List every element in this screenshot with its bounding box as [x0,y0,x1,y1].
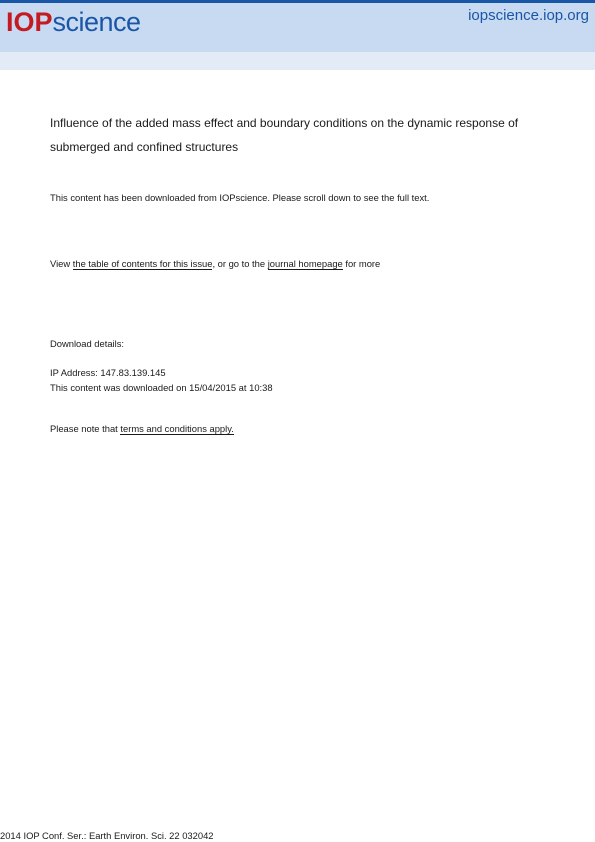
navigation-suffix: for more [342,258,381,269]
navigation-line [50,258,380,270]
journal-homepage-link[interactable]: journal homepage [267,258,343,269]
footer-citation: 2014 IOP Conf. Ser.: Earth Environ. Sci. 22 032042 [0,830,214,841]
download-details-heading: Download details: [50,338,125,349]
logo-science-text: science [52,7,141,37]
download-notice: This content has been downloaded from IOPscience. Please scroll down to see the full text. [50,192,430,203]
view-prefix: View [50,258,73,269]
table-of-contents-link[interactable]: the table of contents for this issue [72,258,213,269]
ip-address: IP Address: 147.83.139.145 [50,367,166,378]
terms-line [50,423,234,435]
terms-and-conditions-link[interactable]: terms and conditions apply. [120,423,234,434]
site-header [0,0,595,52]
navigation-middle-text: , or go to the [212,258,268,269]
site-url-link[interactable]: iopscience.iop.org [468,7,589,24]
header-subbar [0,52,595,70]
iopscience-logo[interactable] [6,7,141,37]
terms-prefix: Please note that [50,423,121,434]
article-title: Influence of the added mass effect and boundary conditions on the dynamic response of submerged and confined structures [50,116,519,154]
logo-iop-text: IOP [6,7,53,37]
download-date: This content was downloaded on 15/04/2015 at 10:38 [50,382,273,393]
